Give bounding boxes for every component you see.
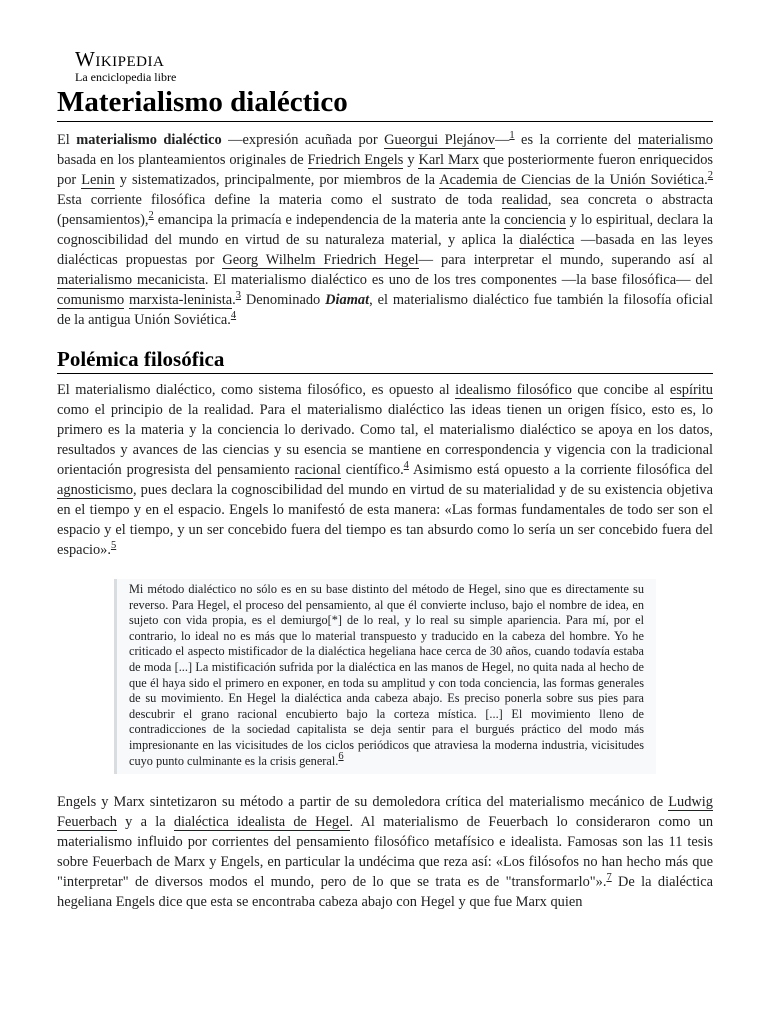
article-page <box>57 48 713 912</box>
link-idealismo[interactable]: idealismo filosófico <box>455 382 572 398</box>
ref-6[interactable] <box>338 751 343 762</box>
link-materialismo-mecanicista[interactable]: materialismo mecanicista <box>57 272 205 288</box>
link-plejanov[interactable]: Gueorgui Plejánov <box>384 132 495 148</box>
link-engels[interactable]: Friedrich Engels <box>307 152 404 168</box>
text: —expresión acuñada por <box>221 132 385 148</box>
text: , sea concreta o abstracta (pensamientos), <box>57 192 713 228</box>
wikipedia-logo[interactable] <box>75 48 713 84</box>
ref-link[interactable]: 2 <box>148 210 154 221</box>
section-heading: Polémica filosófica <box>57 346 713 374</box>
ref-link[interactable]: 7 <box>606 872 612 884</box>
ref-link[interactable]: 6 <box>338 750 344 762</box>
text: —basada en las leyes dialécticas propuestas por <box>57 232 713 268</box>
link-comunismo[interactable]: comunismo <box>57 292 125 308</box>
text: Asimismo está opuesto a la corriente filosófica del <box>408 462 713 478</box>
text: emancipa la primacía e independencia de la materia ante la <box>153 212 505 228</box>
intro-paragraph <box>57 130 713 330</box>
link-feuerbach[interactable]: Ludwig Feuerbach <box>57 794 713 831</box>
link-agnosticismo[interactable]: agnosticismo <box>57 482 133 498</box>
link-hegel[interactable]: Georg Wilhelm Friedrich Hegel <box>222 252 419 268</box>
link-espiritu[interactable]: espíritu <box>669 382 713 398</box>
text: — para interpretar el mundo, superando así al <box>418 252 714 268</box>
text: Mi método dialéctico no sólo es en su base distinto del método de Hegel, sino que es directamente su reverso. Para Hegel, el proceso del pensamiento, al que él convierte incluso, bajo el nombre de idea, en sujeto con vida propia, es el demiurgo[*] de lo real, y lo real su simple apariencia. Para mí, por el contrario, lo ideal no es más que lo material transpuesto y traducido en la cabeza del hombre. Yo he criticado el aspecto mistificador de la dialéctica hegeliana hace cerca de 30 años, cuando todavía estaba de moda [...] La mistificación sufrida por la dialéctica en las manos de Hegel, no quita nada al hecho de que él haya sido el primero en exponer, en toda su amplitud y con toda conciencia, las formas generales de su movimiento. En Hegel la dialéctica anda cabeza abajo. Es preciso ponerla sobre sus pies para descubrir el grano racional encubierto bajo la corteza mística. [...] El movimiento lleno de contradicciones de la sociedad capitalista se deja sentir para el burgués práctico del modo más impresionante en las vicisitudes de los ciclos periódicos que atraviesa la moderna industria, vicisitudes cuyo punto culminante es la crisis general. <box>129 582 644 768</box>
text: , pues declara la cognoscibilidad del mundo en virtud de su materialidad y de su existencia objetiva en el tiempo y en el espacio. Engels lo manifestó de esta manera: «Las formas fundamentales de todo ser son el espacio y el tiempo, y un ser concebido fuera del tiempo es tan absurdo como lo sería un ser concebido fuera del espacio». <box>57 482 713 558</box>
text: es la corriente del <box>514 132 638 148</box>
text: , el materialismo dialéctico fue también la filosofía oficial de la antigua Unión Soviética. <box>57 292 713 328</box>
section-paragraph-1 <box>57 380 713 560</box>
text: Engels y Marx sintetizaron su método a partir de su demoledora crítica del materialismo mecánico de <box>57 794 669 811</box>
link-racional[interactable]: racional <box>294 462 341 478</box>
text: El <box>57 132 77 148</box>
text: que posteriormente fueron enriquecidos por <box>57 152 714 188</box>
link-academia[interactable]: Academia de Ciencias de la Unión Soviética <box>439 172 705 188</box>
link-materialismo[interactable]: materialismo <box>637 132 713 148</box>
text: Denominado <box>241 292 326 308</box>
ref-link[interactable]: 1 <box>509 130 515 141</box>
link-conciencia[interactable]: conciencia <box>504 212 566 228</box>
ref-link[interactable]: 2 <box>707 170 714 181</box>
ref-link[interactable]: 3 <box>235 290 242 301</box>
ref-link[interactable]: 4 <box>403 460 409 471</box>
text: Esta corriente filosófica define la materia como el sustrato de toda <box>57 192 502 208</box>
text: . El materialismo dialéctico es uno de los tres componentes —la base filosófica— del <box>204 272 713 288</box>
text: y <box>403 152 419 168</box>
text: y a la <box>116 814 174 831</box>
text: y sistematizados, principalmente, por miembros de la <box>114 172 440 188</box>
section-paragraph-2 <box>57 792 713 912</box>
link-lenin[interactable]: Lenin <box>81 172 115 188</box>
link-dialectica[interactable]: dialéctica <box>519 232 575 248</box>
text: basada en los planteamientos originales de <box>57 152 308 168</box>
text: . <box>704 172 708 188</box>
text: y lo espiritual, declara la cognoscibilidad del mundo en virtud de su naturaleza material, y aplica la <box>57 212 713 248</box>
text: El materialismo dialéctico, como sistema filosófico, es opuesto al <box>57 382 456 398</box>
ref-4[interactable] <box>231 310 236 321</box>
logo-wordmark: Wikipedia <box>75 47 165 71</box>
ref-link[interactable]: 4 <box>230 310 237 321</box>
text: . Al materialismo de Feuerbach lo consideraron como un materialismo influido por corrientes del pensamiento filosófico metafísico e idealista. Famosas son las 11 tesis sobre Feuerbach de Marx y Engels, en particular la undécima que reza así: «Los filósofos no han hecho más que "interpretar" de diversos modos el mundo, pero de lo que se trata es de "transformarlo"». <box>57 814 714 891</box>
text: científico. <box>340 462 404 478</box>
page-title: Materialismo dialéctico <box>57 86 713 122</box>
ref-5[interactable] <box>111 540 116 551</box>
text: . <box>232 292 236 308</box>
logo-tagline: La enciclopedia libre <box>75 70 177 84</box>
text: como el principio de la realidad. Para el materialismo dialéctico las ideas tienen un origen físico, esto es, lo primero es la materia y la conciencia lo derivado. Como tal, el materialismo dialéctico se apoya en los datos, resultados y avances de las ciencias y su esencia se mantiene en correspondencia y vigencia con la tradicional orientación progresista del pensamiento <box>57 402 713 478</box>
ref-link[interactable]: 5 <box>110 540 117 551</box>
link-realidad[interactable]: realidad <box>501 192 548 208</box>
text: De la dialéctica hegeliana Engels dice que esta se encontraba cabeza abajo con Hegel y que fue Marx quien <box>57 874 713 911</box>
text: que concibe al <box>571 382 670 398</box>
link-dialectica-idealista[interactable]: dialéctica idealista de Hegel <box>173 814 350 831</box>
text: — <box>494 132 510 148</box>
ref-2[interactable] <box>708 170 713 181</box>
bold-term: materialismo dialéctico <box>76 132 222 148</box>
quote-text <box>129 582 644 769</box>
link-marx[interactable]: Karl Marx <box>418 152 480 168</box>
marx-quote <box>114 579 656 774</box>
link-marxista-leninista[interactable]: marxista-leninista <box>129 292 233 308</box>
diamat-term: Diamat <box>325 292 370 308</box>
